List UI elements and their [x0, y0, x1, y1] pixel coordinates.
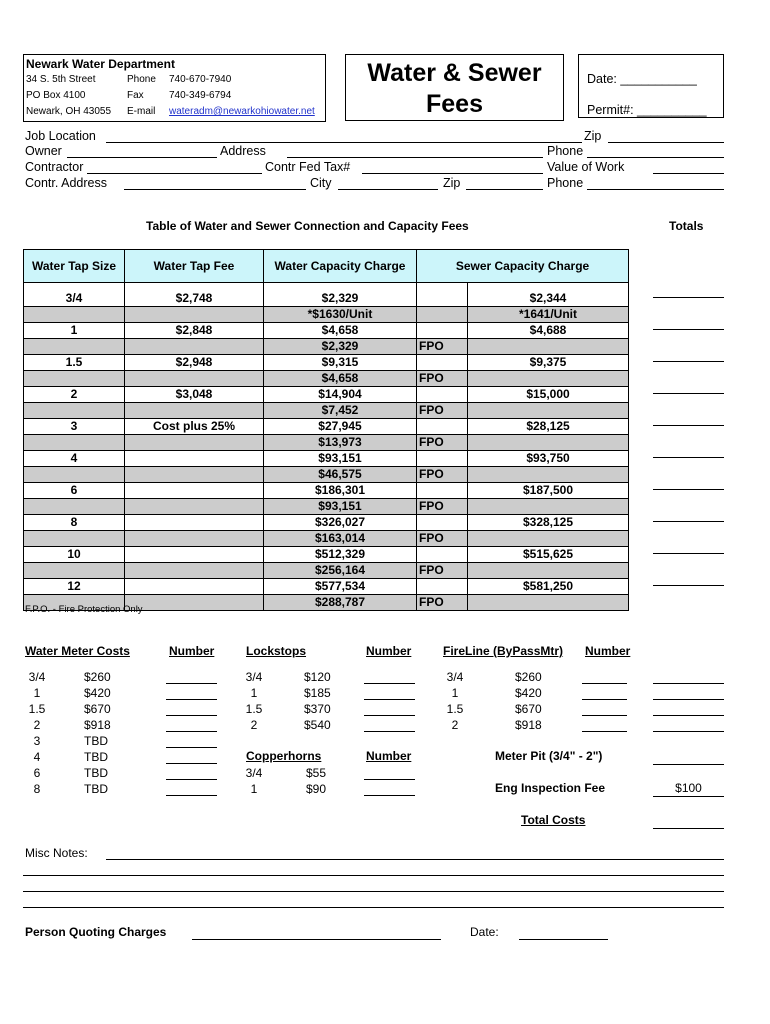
- city-state-zip: Newark, OH 43055: [26, 106, 112, 117]
- table-spacer-row: [24, 283, 629, 292]
- fireline-total-input[interactable]: [653, 683, 724, 684]
- table-caption: Table of Water and Sewer Connection and Capacity Fees: [146, 219, 469, 233]
- fpo-cell: FPO: [417, 467, 468, 483]
- tap-size-cell: 6: [24, 483, 125, 499]
- tap-size-cell: 10: [24, 547, 125, 563]
- misc-notes-line-3[interactable]: [23, 891, 724, 892]
- meters-size: 3: [33, 734, 41, 748]
- date-field[interactable]: Date: ___________: [587, 72, 697, 86]
- meters-cost: $420: [84, 686, 111, 700]
- tap-size-cell: 8: [24, 515, 125, 531]
- sewer-capacity-cell: [468, 435, 629, 451]
- tap-fee-cell: [125, 547, 264, 563]
- sewer-capacity-cell: $581,250: [468, 579, 629, 595]
- permit-field[interactable]: Permit#: __________: [587, 103, 707, 117]
- tap-fee-cell: [125, 531, 264, 547]
- row-total-input[interactable]: [653, 521, 724, 522]
- meters-number-input[interactable]: [166, 683, 217, 684]
- address-label: Address: [220, 144, 266, 158]
- meters-cost: $670: [84, 702, 111, 716]
- meters-cost: TBD: [84, 766, 108, 780]
- fax-number: 740-349-6794: [169, 90, 232, 101]
- fpo-cell: FPO: [417, 595, 468, 611]
- water-capacity-cell: $93,151: [264, 451, 417, 467]
- contr-address-input[interactable]: [124, 189, 306, 190]
- fpo-cell: [417, 419, 468, 435]
- fpo-cell: FPO: [417, 531, 468, 547]
- tap-size-cell: 1.5: [24, 355, 125, 371]
- fireline-cost: $670: [515, 702, 542, 716]
- tap-size-cell: [24, 339, 125, 355]
- footer-date-label: Date:: [470, 925, 499, 939]
- tap-size-cell: 4: [24, 451, 125, 467]
- sewer-capacity-cell: $4,688: [468, 323, 629, 339]
- tap-size-cell: [24, 403, 125, 419]
- row-total-input[interactable]: [653, 393, 724, 394]
- table-row: [24, 307, 629, 323]
- department-info-box: [23, 54, 326, 122]
- sewer-capacity-cell: $515,625: [468, 547, 629, 563]
- tap-fee-cell: [125, 563, 264, 579]
- fireline-size: 1.5: [446, 702, 464, 716]
- row-total-input[interactable]: [653, 585, 724, 586]
- fee-table-body: [24, 283, 629, 611]
- department-name: Newark Water Department: [26, 57, 175, 71]
- tap-size-cell: [24, 499, 125, 515]
- fpo-cell: [417, 515, 468, 531]
- contr-fed-tax-label: Contr Fed Tax#: [265, 160, 351, 174]
- tap-fee-cell: [125, 595, 264, 611]
- meter-pit-label: Meter Pit (3/4" - 2"): [495, 749, 603, 763]
- meters-number-input[interactable]: [166, 763, 217, 764]
- fireline-cost: $260: [515, 670, 542, 684]
- header-water-tap-size: Water Tap Size: [24, 250, 125, 283]
- total-costs-label: Total Costs: [521, 813, 586, 827]
- header-sewer-capacity-charge: Sewer Capacity Charge: [417, 250, 629, 283]
- table-row: [24, 355, 629, 371]
- address-input[interactable]: [287, 157, 543, 158]
- fpo-cell: [417, 291, 468, 307]
- tap-size-cell: 3: [24, 419, 125, 435]
- tap-size-cell: [24, 371, 125, 387]
- tap-fee-cell: [125, 579, 264, 595]
- lockstop-number-label: Number: [366, 644, 412, 658]
- meters-size: 2: [33, 718, 41, 732]
- fireline-size: 2: [451, 718, 459, 732]
- job-location-input[interactable]: [106, 142, 582, 143]
- value-of-work-label: Value of Work: [547, 160, 625, 174]
- lockstops-size: 1: [250, 686, 258, 700]
- page-title-line-2: Fees: [426, 90, 483, 118]
- sewer-capacity-cell: $9,375: [468, 355, 629, 371]
- table-row: [24, 387, 629, 403]
- copperhorns-cost: $90: [306, 782, 327, 796]
- water-capacity-cell: *$1630/Unit: [264, 307, 417, 323]
- spacer-cell: [468, 283, 629, 292]
- lockstops-number-input[interactable]: [364, 731, 415, 732]
- meters-cost: TBD: [84, 782, 108, 796]
- meter-pit-total-input[interactable]: [653, 764, 724, 765]
- sewer-capacity-cell: [468, 371, 629, 387]
- tap-fee-cell: $3,048: [125, 387, 264, 403]
- copperhorns-size: 3/4: [245, 766, 263, 780]
- eng-inspection-label: Eng Inspection Fee: [495, 781, 606, 795]
- meters-cost: TBD: [84, 734, 108, 748]
- meters-cost: TBD: [84, 750, 108, 764]
- fpo-cell: FPO: [417, 435, 468, 451]
- lockstops-cost: $370: [304, 702, 331, 716]
- fireline-number-label: Number: [585, 644, 631, 658]
- tap-size-cell: [24, 467, 125, 483]
- zip-input-2[interactable]: [466, 189, 543, 190]
- row-total-input[interactable]: [653, 361, 724, 362]
- fpo-cell: FPO: [417, 499, 468, 515]
- lockstops-number-input[interactable]: [364, 699, 415, 700]
- fireline-total-input[interactable]: [653, 699, 724, 700]
- copperhorns-size: 1: [250, 782, 258, 796]
- meters-size: 3/4: [28, 670, 46, 684]
- contractor-label: Contractor: [25, 160, 84, 174]
- tap-size-cell: 3/4: [24, 291, 125, 307]
- table-row: [24, 339, 629, 355]
- sewer-capacity-cell: [468, 403, 629, 419]
- fireline-number-input[interactable]: [582, 731, 627, 732]
- tap-size-cell: [24, 563, 125, 579]
- table-row: [24, 483, 629, 499]
- value-of-work-input[interactable]: [653, 173, 724, 174]
- tap-fee-cell: [125, 403, 264, 419]
- tap-size-cell: 1: [24, 323, 125, 339]
- fax-label: Fax: [127, 90, 144, 101]
- phone-label: Phone: [127, 74, 156, 85]
- water-capacity-cell: $27,945: [264, 419, 417, 435]
- lockstops-cost: $540: [304, 718, 331, 732]
- meters-size: 4: [33, 750, 41, 764]
- water-capacity-cell: $326,027: [264, 515, 417, 531]
- table-header-row: [24, 250, 629, 283]
- table-row: [24, 467, 629, 483]
- po-box: PO Box 4100: [26, 90, 86, 101]
- row-total-input[interactable]: [653, 425, 724, 426]
- contr-fed-tax-input[interactable]: [362, 173, 543, 174]
- misc-notes-label: Misc Notes:: [25, 846, 88, 860]
- meters-number-input[interactable]: [166, 795, 217, 796]
- copperhorns-number-input[interactable]: [364, 779, 415, 780]
- table-row: [24, 291, 629, 307]
- tap-fee-cell: Cost plus 25%: [125, 419, 264, 435]
- eng-inspection-fee: $100: [675, 781, 702, 795]
- table-row: [24, 531, 629, 547]
- copperhorns-title: Copperhorns: [246, 749, 322, 763]
- fireline-total-input[interactable]: [653, 731, 724, 732]
- meters-cost: $918: [84, 718, 111, 732]
- table-row: [24, 403, 629, 419]
- table-row: [24, 419, 629, 435]
- city-input[interactable]: [338, 189, 438, 190]
- meters-cost: $260: [84, 670, 111, 684]
- table-row: [24, 323, 629, 339]
- sewer-capacity-cell: [468, 563, 629, 579]
- tap-size-cell: [24, 531, 125, 547]
- lockstops-number-input[interactable]: [364, 715, 415, 716]
- person-quoting-input[interactable]: [192, 939, 441, 940]
- fpo-cell: [417, 323, 468, 339]
- street-address: 34 S. 5th Street: [26, 74, 96, 85]
- water-capacity-cell: $2,329: [264, 339, 417, 355]
- fireline-size: 3/4: [446, 670, 464, 684]
- tap-size-cell: 2: [24, 387, 125, 403]
- water-capacity-cell: $163,014: [264, 531, 417, 547]
- table-row: [24, 547, 629, 563]
- fireline-number-input[interactable]: [582, 715, 627, 716]
- spacer-cell: [417, 283, 468, 292]
- copperhorns-cost: $55: [306, 766, 327, 780]
- total-costs-input[interactable]: [653, 828, 724, 829]
- water-capacity-cell: $288,787: [264, 595, 417, 611]
- zip-input[interactable]: [608, 142, 724, 143]
- tap-size-cell: [24, 435, 125, 451]
- row-total-input[interactable]: [653, 329, 724, 330]
- title-box: [345, 54, 564, 121]
- water-capacity-cell: $7,452: [264, 403, 417, 419]
- misc-notes-line-2[interactable]: [23, 875, 724, 876]
- tap-fee-cell: $2,748: [125, 291, 264, 307]
- water-meter-costs-title: Water Meter Costs: [25, 644, 130, 658]
- tap-fee-cell: [125, 435, 264, 451]
- fee-table: [23, 249, 629, 611]
- fpo-cell: FPO: [417, 563, 468, 579]
- meters-number-input[interactable]: [166, 715, 217, 716]
- contractor-input[interactable]: [87, 173, 262, 174]
- meters-size: 8: [33, 782, 41, 796]
- meters-number-input[interactable]: [166, 747, 217, 748]
- table-row: [24, 371, 629, 387]
- meters-number-input[interactable]: [166, 779, 217, 780]
- fpo-cell: [417, 355, 468, 371]
- table-row: [24, 435, 629, 451]
- fpo-cell: FPO: [417, 403, 468, 419]
- sewer-capacity-cell: [468, 595, 629, 611]
- tap-fee-cell: [125, 371, 264, 387]
- spacer-cell: [24, 283, 125, 292]
- tap-fee-cell: $2,848: [125, 323, 264, 339]
- row-total-input[interactable]: [653, 489, 724, 490]
- fireline-total-input[interactable]: [653, 715, 724, 716]
- owner-input[interactable]: [67, 157, 217, 158]
- water-capacity-cell: $46,575: [264, 467, 417, 483]
- fireline-cost: $918: [515, 718, 542, 732]
- tap-fee-cell: [125, 451, 264, 467]
- copperhorn-number-label: Number: [366, 749, 412, 763]
- email-label: E-mail: [127, 106, 156, 117]
- lockstops-title: Lockstops: [246, 644, 307, 658]
- meters-number-input[interactable]: [166, 699, 217, 700]
- water-capacity-cell: $512,329: [264, 547, 417, 563]
- fpo-cell: [417, 307, 468, 323]
- misc-notes-line-4[interactable]: [23, 907, 724, 908]
- fpo-cell: [417, 387, 468, 403]
- table-row: [24, 515, 629, 531]
- fpo-cell: FPO: [417, 371, 468, 387]
- totals-label: Totals: [669, 219, 704, 233]
- sewer-capacity-cell: $187,500: [468, 483, 629, 499]
- lockstops-size: 1.5: [245, 702, 263, 716]
- meter-number-label: Number: [169, 644, 215, 658]
- water-capacity-cell: $4,658: [264, 371, 417, 387]
- water-capacity-cell: $9,315: [264, 355, 417, 371]
- table-row: [24, 563, 629, 579]
- sewer-capacity-cell: [468, 499, 629, 515]
- meters-size: 1.5: [28, 702, 46, 716]
- tap-fee-cell: $2,948: [125, 355, 264, 371]
- table-row: [24, 499, 629, 515]
- spacer-cell: [125, 283, 264, 292]
- table-row: [24, 451, 629, 467]
- contr-address-label: Contr. Address: [25, 176, 107, 190]
- date-permit-box: [578, 54, 724, 118]
- phone-input-2[interactable]: [587, 189, 724, 190]
- tap-fee-cell: [125, 339, 264, 355]
- job-location-label: Job Location: [25, 129, 96, 143]
- sewer-capacity-cell: $28,125: [468, 419, 629, 435]
- spacer-cell: [264, 283, 417, 292]
- row-total-input[interactable]: [653, 553, 724, 554]
- fpo-cell: FPO: [417, 339, 468, 355]
- tap-size-cell: [24, 307, 125, 323]
- sewer-capacity-cell: [468, 467, 629, 483]
- header-water-capacity-charge: Water Capacity Charge: [264, 250, 417, 283]
- misc-notes-line-1[interactable]: [106, 859, 724, 860]
- fireline-cost: $420: [515, 686, 542, 700]
- water-capacity-cell: $2,329: [264, 291, 417, 307]
- sewer-capacity-cell: $15,000: [468, 387, 629, 403]
- header-water-tap-fee: Water Tap Fee: [125, 250, 264, 283]
- footer-date-input[interactable]: [519, 939, 608, 940]
- water-capacity-cell: $4,658: [264, 323, 417, 339]
- meters-size: 1: [33, 686, 41, 700]
- phone-number: 740-670-7940: [169, 74, 232, 85]
- fpo-footnote: F.P.O. - Fire Protection Only: [25, 604, 143, 615]
- table-row: [24, 579, 629, 595]
- water-capacity-cell: $13,973: [264, 435, 417, 451]
- meters-number-input[interactable]: [166, 731, 217, 732]
- tap-fee-cell: [125, 307, 264, 323]
- water-capacity-cell: $93,151: [264, 499, 417, 515]
- owner-label: Owner: [25, 144, 62, 158]
- fireline-size: 1: [451, 686, 459, 700]
- fpo-cell: [417, 547, 468, 563]
- phone-label-2: Phone: [547, 176, 584, 190]
- water-capacity-cell: $14,904: [264, 387, 417, 403]
- zip-label-2: Zip: [443, 176, 461, 190]
- email-link[interactable]: wateradm@newarkohiowater.net: [169, 106, 315, 117]
- row-total-input[interactable]: [653, 297, 724, 298]
- tap-fee-cell: [125, 467, 264, 483]
- fireline-number-input[interactable]: [582, 683, 627, 684]
- tap-fee-cell: [125, 499, 264, 515]
- page-title-line-1: Water & Sewer: [367, 59, 542, 87]
- tap-fee-cell: [125, 515, 264, 531]
- person-quoting-label: Person Quoting Charges: [25, 925, 167, 939]
- water-capacity-cell: $577,534: [264, 579, 417, 595]
- city-label: City: [310, 176, 332, 190]
- tap-fee-cell: [125, 483, 264, 499]
- lockstops-size: 2: [250, 718, 258, 732]
- water-capacity-cell: $256,164: [264, 563, 417, 579]
- sewer-capacity-cell: $328,125: [468, 515, 629, 531]
- lockstops-number-input[interactable]: [364, 683, 415, 684]
- lockstops-cost: $120: [304, 670, 331, 684]
- sewer-capacity-cell: $93,750: [468, 451, 629, 467]
- fpo-cell: [417, 579, 468, 595]
- sewer-capacity-cell: [468, 531, 629, 547]
- fireline-title: FireLine (ByPassMtr): [443, 644, 564, 658]
- sewer-capacity-cell: $2,344: [468, 291, 629, 307]
- lockstops-cost: $185: [304, 686, 331, 700]
- fpo-cell: [417, 483, 468, 499]
- tap-size-cell: 12: [24, 579, 125, 595]
- row-total-input[interactable]: [653, 457, 724, 458]
- zip-label: Zip: [584, 129, 602, 143]
- sewer-capacity-cell: *1641/Unit: [468, 307, 629, 323]
- water-capacity-cell: $186,301: [264, 483, 417, 499]
- phone-input-1[interactable]: [587, 157, 724, 158]
- sewer-capacity-cell: [468, 339, 629, 355]
- eng-inspection-total-line: [653, 796, 724, 797]
- meters-size: 6: [33, 766, 41, 780]
- copperhorns-number-input[interactable]: [364, 795, 415, 796]
- fpo-cell: [417, 451, 468, 467]
- fireline-number-input[interactable]: [582, 699, 627, 700]
- lockstops-size: 3/4: [245, 670, 263, 684]
- phone-label-1: Phone: [547, 144, 584, 158]
